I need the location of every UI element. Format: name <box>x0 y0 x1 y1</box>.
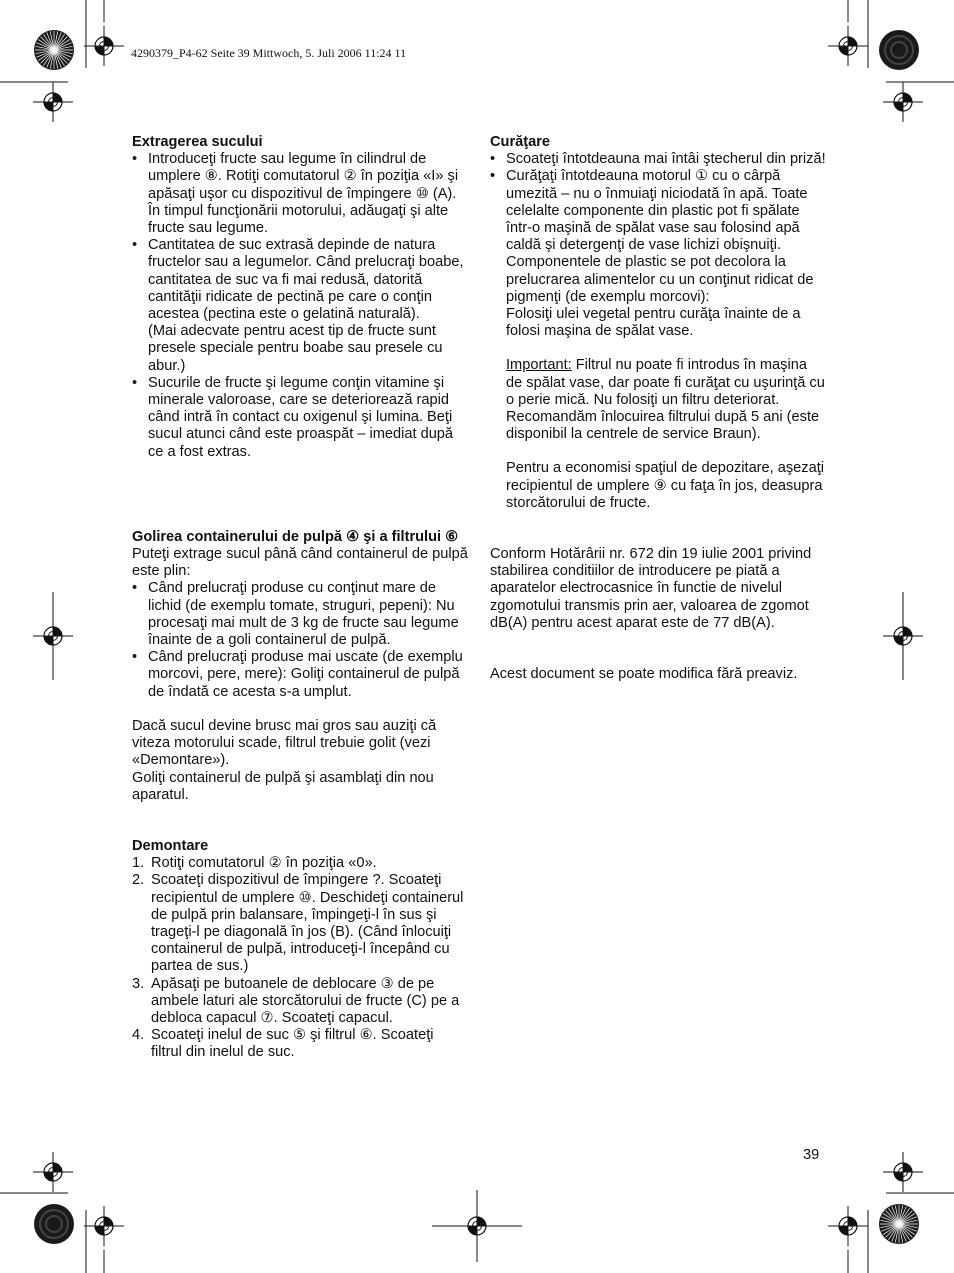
step-number: 1. <box>132 855 145 872</box>
right-column <box>490 134 826 683</box>
list-item <box>132 237 468 375</box>
section-empty-container <box>132 529 468 804</box>
halftone-target-bottom-left <box>34 1204 74 1244</box>
left-column <box>132 134 468 1062</box>
step-text: Rotiţi comutatorul ② în poziţia «0». <box>151 855 377 872</box>
registration-mark <box>84 26 124 66</box>
section-heading: Curăţare <box>490 134 551 150</box>
registration-mark <box>33 82 73 122</box>
bullet-list <box>132 151 468 461</box>
step-text: Scoateţi dispozitivul de împingere ?. Scoateţi recipientul de umplere ⑩. Deschideţi containerul de pulpă prin balansare, împingeţi-l în sus şi trageţi-l pe diagonală în jos (B). (Când înlocuiţi containerul de pulpă, introduceţi-l începând cu partea de sus.) <box>151 872 464 975</box>
section-cleaning <box>490 134 826 512</box>
step-text: Apăsaţi pe butoanele de deblocare ③ de pe ambele laturi ale storcătorului de fructe (C) pe a debloca capacul ⑦. Scoateţi capacul. <box>151 975 460 1026</box>
important-text: Filtrul nu poate fi introdus în maşina de spălat vase, dar poate fi curăţat cu uşurinţă cu o perie mică. Nu folosiţi un filtru deteriorat. Recomandăm înlocuirea filtrului după 5 ani (este disponibil la centrele de service Braun). <box>506 357 825 443</box>
page-number: 39 <box>803 1147 820 1163</box>
step-number: 4. <box>132 1027 145 1044</box>
print-slug: 4290379_P4-62 Seite 39 Mittwoch, 5. Juli 2006 11:24 11 <box>131 46 407 60</box>
bullet-list <box>490 151 826 512</box>
numbered-list <box>132 855 468 1061</box>
list-item: • Când prelucraţi produse cu conţinut mare de lichid (de exemplu tomate, struguri, pepeni): Nu procesaţi mai mult de 3 kg de fructe sau legume înainte de a goli containerul de pulpă. <box>132 580 468 649</box>
step-number: 2. <box>132 872 145 889</box>
noise-declaration: Conform Hotărârii nr. 672 din 19 iulie 2001 privind stabilirea conditiilor de introducere pe piată a aparatelor electrocasnice în functie de nivelul zgomotului transmis prin aer, valoarea de zgomot dB(A) pentru acest aparat este de 77 dB(A). <box>490 546 812 631</box>
section-heading: Extragerea sucului <box>132 134 263 150</box>
star-target-bottom-right <box>879 1204 919 1244</box>
list-item-text: Curăţaţi întotdeauna motorul ① cu o cârpă umezită – nu o înmuiaţi niciodată în apă. Toate celelalte componente din plastic pot fi spălate într-o maşină de spălat vase sau folosind apă caldă şi detergenţi de vase lichizi obişnuiţi. Componentele de plastic se pot decolora la prelucrarea alimentelor cu un conţinut ridicat de pigmenţi (de exemplu morcovi): <box>506 168 814 305</box>
section-dismantle <box>132 838 468 1062</box>
list-item: • Scoateţi întotdeauna mai întâi ştecherul din priză! <box>490 151 826 168</box>
registration-mark <box>828 1206 868 1246</box>
list-item <box>132 872 468 975</box>
paragraph: Goliţi containerul de pulpă şi asamblaţi din nou aparatul. <box>132 769 434 803</box>
list-item: • Introduceţi fructe sau legume în cilindrul de umplere ⑧. Rotiţi comutatorul ② în poziţia «I» şi apăsaţi uşor cu dispozitivul de împingere ⑩ (A). În timpul funcţionării motorului, adăugaţi şi alte fructe sau legume. <box>132 151 468 237</box>
list-item-note: Folosiţi ulei vegetal pentru curăţa înainte de a folosi maşina de spălat vase. <box>506 306 801 340</box>
list-item <box>490 168 826 512</box>
registration-mark <box>828 26 868 66</box>
registration-mark <box>883 82 923 122</box>
list-item: • Sucurile de fructe şi legume conţin vitamine şi minerale valoroase, care se deteriorează rapid când intră în contact cu oxigenul şi lumina. Beţi sucul atunci când este proaspăt – imediat după ce a fost extras. <box>132 375 468 461</box>
section-heading: Demontare <box>132 837 209 854</box>
section-heading: Golirea containerului de pulpă ④ şi a filtrului ⑥ <box>132 528 459 545</box>
important-note <box>506 357 825 442</box>
list-item: • Când prelucraţi produse mai uscate (de exemplu morcovi, pere, mere): Goliţi containerul de pulpă de îndată ce acesta s-a umplut. <box>132 649 468 701</box>
section-juice-extraction <box>132 134 468 461</box>
change-notice: Acest document se poate modifica fără preaviz. <box>490 666 798 683</box>
list-item <box>132 855 468 872</box>
paragraph: Dacă sucul devine brusc mai gros sau auziţi că viteza motorului scade, filtrul trebuie golit (vezi «Demontare»). <box>132 717 437 769</box>
important-label: Important: <box>506 357 572 374</box>
bullet-list <box>132 580 468 700</box>
step-number: 3. <box>132 975 145 992</box>
storage-note: Pentru a economisi spaţiul de depozitare, aşezaţi recipientul de umplere ⑨ cu faţa în jos, deasupra storcătorului de fructe. <box>506 460 825 511</box>
list-item-note: (Mai adecvate pentru acest tip de fructe sunt presele speciale pentru boabe sau presele cu abur.) <box>148 323 443 374</box>
list-item <box>132 976 468 1028</box>
registration-mark <box>33 1152 73 1192</box>
list-item-text: Cantitatea de suc extrasă depinde de natura fructelor sau a legumelor. Când prelucraţi boabe, cantitatea de suc va fi mai redusă, datorită cantităţii ridicate de pectină pe care o conţin acestea (pectina este o gelatină naturală). <box>148 237 464 323</box>
halftone-target-top-right <box>879 30 919 70</box>
step-text: Scoateţi inelul de suc ⑤ şi filtrul ⑥. Scoateţi filtrul din inelul de suc. <box>151 1027 434 1061</box>
registration-mark <box>883 1152 923 1192</box>
section-intro: Puteţi extrage sucul până când containerul de pulpă este plin: <box>132 546 468 580</box>
list-item <box>132 1027 468 1061</box>
registration-mark <box>84 1206 124 1246</box>
star-target-top-left <box>34 30 74 70</box>
